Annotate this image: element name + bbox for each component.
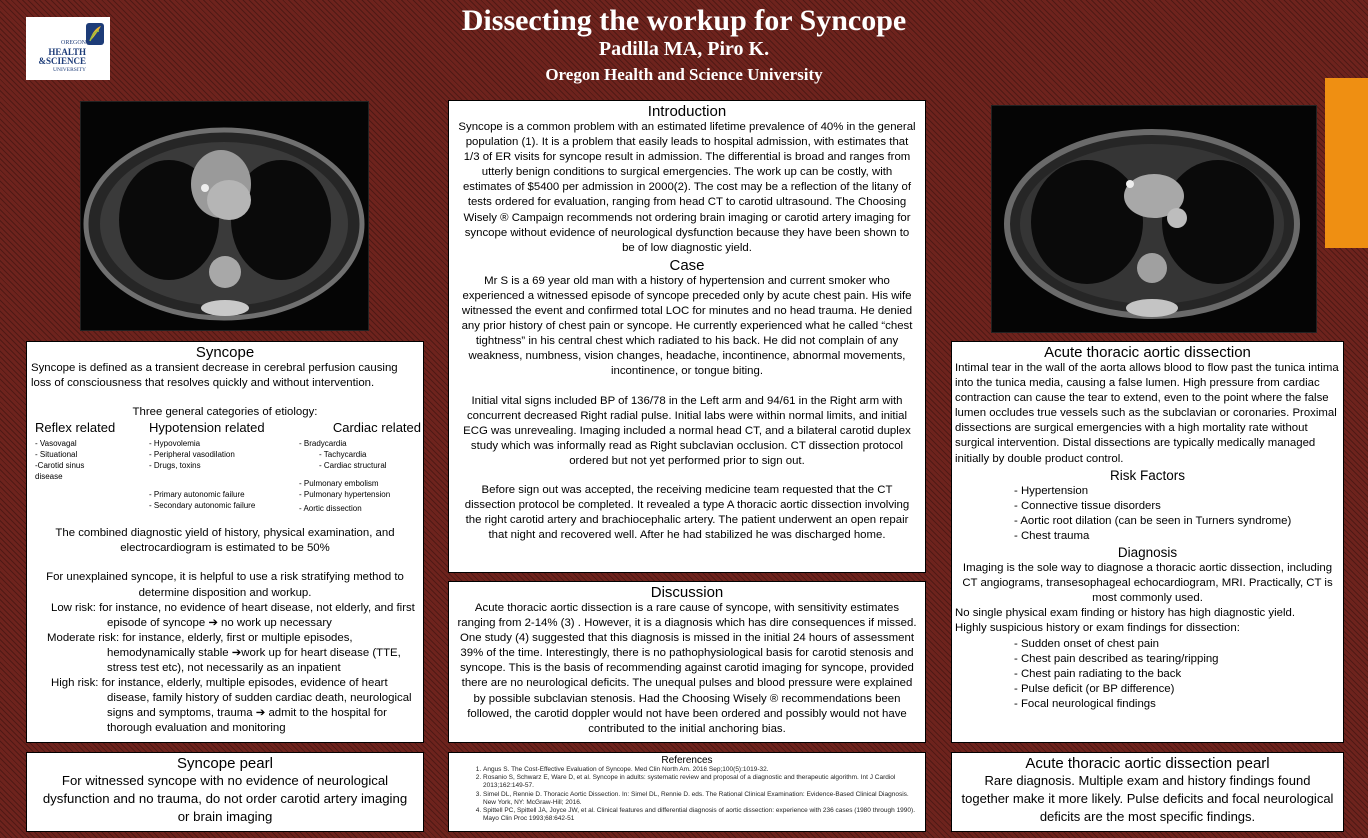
ct-scan-chest-graphic — [81, 102, 368, 330]
syncope-high-risk: High risk: for instance, elderly, multiple episodes, evidence of heart disease, family history of sudden cardiac death, neurological signs and symptoms, trauma ➔ admit to the hospital for thorough evaluation and monitoring — [51, 677, 412, 735]
syncope-panel — [26, 341, 424, 743]
logo-line-1: OREGON — [61, 40, 86, 46]
finding-item: - Chest pain radiating to the back — [1014, 667, 1182, 680]
aortic-pearl-panel — [951, 752, 1344, 832]
column-hypotension-item: - Peripheral vasodilation — [149, 450, 235, 460]
references-heading: References — [661, 755, 713, 766]
risk-factor-item: - Hypertension — [1014, 484, 1089, 497]
syncope-pearl-heading: Syncope pearl — [177, 755, 273, 772]
case-heading: Case — [669, 256, 705, 274]
column-reflex — [35, 420, 145, 482]
risk-factor-item: - Aortic root dilation (can be seen in Turners syndrome) — [1014, 514, 1292, 527]
column-hypotension-item: - Hypovolemia — [149, 439, 201, 449]
risk-factors-list — [955, 484, 1340, 544]
discussion-heading: Discussion — [650, 584, 724, 601]
diagnosis-text-2: No single physical exam finding or history has high diagnostic yield. — [955, 607, 1296, 620]
reference-item: 3. Simel DL, Rennie D. Thoracic Aortic Dissection. In: Simel DL, Rennie D. eds. The Rational Clinical Examination: Evidence-Based Clinical Diagnosis. New York, NY: McGraw-Hill; 2016. — [483, 791, 919, 807]
syncope-risk-intro: For unexplained syncope, it is helpful to use a risk stratifying method to determine disposition and workup. — [46, 571, 404, 599]
syncope-low-risk: Low risk: for instance, no evidence of heart disease, not elderly, and first episode of syncope ➔ no work up necessary — [51, 601, 415, 629]
column-cardiac-item: - Bradycardia — [299, 439, 347, 449]
aortic-text: Intimal tear in the wall of the aorta allows blood to flow past the tunica intima into the tunica media, causing a false lumen. High pressure from cardiac contraction can cause the tear to extend, even to the point where the false lumen occludes true vessels such as the subclavian or coronaries. Proximal dissections are surgical emergencies with a high mortality rate without surgical intervention. Distal dissections are typically medically managed initially by double product control. — [955, 362, 1339, 465]
orange-accent-bar — [1325, 78, 1368, 248]
syncope-pearl-panel — [26, 752, 424, 832]
column-hypotension-item: - Drugs, toxins — [149, 461, 201, 471]
finding-item: - Focal neurological findings — [1014, 697, 1156, 710]
diagnosis-text: Imaging is the sole way to diagnose a thoracic aortic dissection, including CT angiograms, transesophageal echocardiogram, MRI. Practically, CT is most commonly used. — [962, 562, 1333, 605]
column-reflex-item: - Vasovagal — [35, 439, 77, 449]
case-paragraph-1: Mr S is a 69 year old man with a history of hypertension and current smoker who experienced a witnessed episode of syncope preceded only by acute chest pain. His wife witnessed the event and confirmed total LOC for minutes and no head trauma. He denied any prior history of chest pain or syncope. He currently experienced what he called “chest tightness” in his central chest which radiated to his back. He did not complain of any weakness, numbness, vision changes, headache, incontinence, abnormal movements, incontinence, or tongue biting. — [461, 274, 913, 378]
risk-factor-item: - Connective tissue disorders — [1014, 499, 1161, 512]
discussion-panel — [448, 581, 926, 743]
references-list — [455, 766, 919, 823]
intro-case-panel — [448, 100, 926, 573]
ohsu-logo — [26, 17, 110, 80]
reference-item: 4. Spittell PC, Spittell JA, Joyce JW, et al. Clinical features and differential diagnosis of aortic dissection: experience with 236 cases (1980 through 1990). Mayo Clin Proc 1993;68:642-51 — [483, 807, 919, 823]
syncope-moderate-risk: Moderate risk: for instance, elderly, first or multiple episodes, hemodynamically stable ➔work up for heart disease (TTE, stress test etc), not necessarily as an inpatient — [47, 631, 401, 675]
finding-item: - Chest pain described as tearing/ripping — [1014, 652, 1219, 665]
suspicious-findings-list — [955, 637, 1340, 712]
column-reflex-title: Reflex related — [35, 420, 116, 436]
ct-scan-image-left — [80, 101, 369, 331]
references-panel — [448, 752, 926, 832]
risk-factors-heading: Risk Factors — [1109, 467, 1185, 483]
column-reflex-item: -Carotid sinus disease — [35, 461, 85, 482]
aortic-pearl-heading: Acute thoracic aortic dissection pearl — [1025, 755, 1270, 772]
column-cardiac-title: Cardiac related — [332, 420, 421, 436]
column-cardiac — [299, 420, 421, 514]
column-hypotension-item: - Secondary autonomic failure — [149, 501, 256, 511]
column-cardiac-item: - Pulmonary hypertension — [299, 490, 391, 500]
finding-item: - Pulse deficit (or BP difference) — [1014, 682, 1175, 695]
column-hypotension — [149, 420, 299, 511]
column-hypotension-item: - Primary autonomic failure — [149, 490, 245, 500]
risk-factor-item: - Chest trauma — [1014, 529, 1090, 542]
reference-item: 2. Rosanio S, Schwarz E, Ware D, et al. Syncope in adults: systematic review and proposal of a diagnostic and therapeutic algorithm. Int J Cardiol 2013;162:149-57. — [483, 774, 919, 790]
ct-scan-chest-graphic-right — [992, 106, 1316, 332]
ct-scan-image-right — [991, 105, 1317, 333]
syncope-yield-text: The combined diagnostic yield of history, physical examination, and electrocardiogram is estimated to be 50% — [55, 527, 395, 555]
logo-line-2: HEALTH — [48, 47, 86, 57]
reference-item: 1. Angus S. The Cost-Effective Evaluation of Syncope. Med Clin North Am. 2016 Sep;100(5):1019-32. — [483, 766, 919, 774]
column-hypotension-title: Hypotension related — [149, 420, 265, 436]
column-cardiac-item: - Tachycardia — [319, 450, 367, 460]
column-cardiac-item: - Pulmonary embolism — [299, 479, 379, 489]
logo-line-3: &SCIENCE — [38, 56, 86, 66]
case-paragraph-2: Initial vital signs included BP of 136/78 in the Left arm and 94/61 in the Right arm with concurrent decreased Right radial pulse. Initial labs were within normal limits, and initial ECG was unrevealing. Imaging included a normal head CT, and a bilateral carotid duplex study which was informally read as Right subclavian occlusion. CT dissection protocol ordered but not yet performed prior to sign out. — [463, 394, 911, 467]
case-paragraph-3: Before sign out was accepted, the receiving medicine team requested that the CT dissection protocol be completed. It revealed a type A thoracic aortic dissection involving the right carotid artery and brachiocephalic artery. The patient underwent an open repair that night and recovered well. After he had stabilized he was discharged home. — [464, 483, 910, 542]
column-reflex-item: - Situational — [35, 450, 78, 460]
column-cardiac-item: - Aortic dissection — [299, 504, 362, 514]
diagnosis-heading: Diagnosis — [1117, 545, 1178, 561]
discussion-text: Acute thoracic aortic dissection is a rare cause of syncope, with sensitivity estimates ranging from 2-14% (3) . However, it is a diagnosis which has dire consequences if missed. One study (4) suggested that this diagnosis is missed in the initial 24 hours of assessment 39% of the time. Interestingly, there is no pathophysiological basis for carotid stenosis and syncope. This is the basis of recommending against carotid imaging for syncope, provided there are no neurological deficits. The unequal pulses and blood pressure were explained by possible subclavian stenosis. Had the Choosing Wisely ® recommendations been followed, the carotid doppler would not have been ordered and possibly would not have contributed to the initial anchoring bias. — [457, 602, 917, 735]
finding-item: - Sudden onset of chest pain — [1014, 637, 1160, 650]
aortic-heading: Acute thoracic aortic dissection — [1044, 344, 1251, 361]
diagnosis-text-3: Highly suspicious history or exam findings for dissection: — [955, 622, 1240, 635]
intro-text: Syncope is a common problem with an estimated lifetime prevalence of 40% in the general population (1). It is a problem that easily leads to hospital admission, with estimates that 1/3 of ER visits for syncope result in admission. The differential is broad and ranges from utterly benign conditions to surgical emergencies. The work up can be costly, with estimates of $5400 per admission in 2000(2). The cost may be a reflection of the litany of tests ordered for evaluation, ranging from head CT to carotid ultrasound. The Choosing Wisely ® Campaign recommends not ordering brain imaging or carotid artery imaging for syncope without evidence of neurological dysfunction because they have been shown to be of low diagnostic yield. — [458, 121, 916, 254]
logo-line-4: UNIVERSITY — [53, 67, 86, 73]
poster-title: Dissecting the workup for Syncope — [461, 4, 907, 37]
column-cardiac-item: - Cardiac structural — [319, 461, 387, 471]
aortic-pearl-text: Rare diagnosis. Multiple exam and history findings found together make it more likely. Pulse deficits and focal neurological deficits are the most specific findings. — [961, 773, 1334, 824]
poster-institution: Oregon Health and Science University — [545, 65, 823, 84]
syncope-categories-intro: Three general categories of etiology: — [132, 406, 318, 419]
syncope-pearl-text: For witnessed syncope with no evidence of neurological dysfunction and no trauma, do not order carotid artery imaging or brain imaging — [42, 773, 408, 824]
syncope-definition: Syncope is defined as a transient decrease in cerebral perfusion causing loss of consciousness that resolves quickly and without intervention. — [31, 362, 398, 390]
poster-authors: Padilla MA, Piro K. — [598, 38, 770, 60]
aortic-dissection-panel — [951, 341, 1344, 743]
intro-heading: Introduction — [647, 103, 727, 120]
syncope-heading: Syncope — [195, 344, 255, 361]
